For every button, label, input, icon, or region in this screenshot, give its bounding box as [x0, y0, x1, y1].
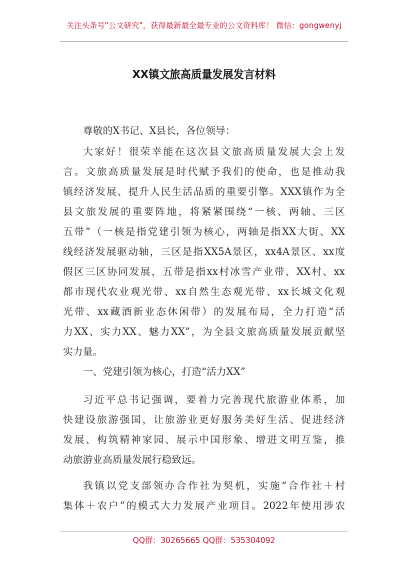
salutation-line: 尊敬的X书记、X县长，各位领导： [83, 126, 236, 137]
body-line: 集体＋农户”的模式大力发展产业项目。2022年使用涉农 [63, 501, 345, 512]
body-line: 言。文旅高质量发展是时代赋予我们的使命，也是推动我 [63, 167, 345, 178]
body-line: 镇经济发展、提升人民生活品质的重要引擎。XXX镇作为全 [63, 187, 345, 198]
header-divider [60, 41, 348, 42]
body-line: 实力量。 [63, 347, 103, 358]
page-header: 关注头条号"公文研究"，获得最新最全最专业的公文资料库！ 微信：gongwenyj [66, 21, 342, 30]
body-line: 习近平总书记强调，要着力完善现代旅游业体系，加 [83, 395, 345, 406]
document-title: XX镇文旅高质量发展发言材料 [132, 69, 276, 81]
body-line: 快建设旅游强国，让旅游业更好服务美好生活、促进经济 [63, 415, 345, 426]
footer-divider [60, 531, 348, 532]
body-line: 都市现代农业观光带、xx自然生态观光带、xx长城文化观 [63, 287, 345, 298]
body-line: 大家好！很荣幸能在这次县文旅高质量发展大会上发 [83, 147, 345, 158]
page-footer: QQ群：30265665 QQ群：535304092 [132, 536, 276, 545]
body-line: 县文旅发展的重要阵地，将紧紧围绕“一核、两轴、三区 [63, 207, 345, 218]
body-line: 力XX、实力XX、魅力XX”，为全县文旅高质量发展贡献坚 [63, 327, 345, 338]
body-line: 动旅游业高质量发展行稳致远。 [63, 455, 202, 466]
body-line: 假区三区协同发展，五带是指xx村冰雪产业带、XX村、xx [63, 267, 345, 278]
body-line: 线经济发展驱动轴，三区是指XX5A景区，xx4A景区、xx度 [63, 247, 345, 258]
body-line: 五带”（一核是指党建引领为核心，两轴是指XX大街、XX [63, 227, 345, 238]
body-line: 发展、构筑精神家园、展示中国形象、增进文明互鉴，推 [63, 435, 345, 446]
body-line: 我镇以党支部领办合作社为契机，实施“合作社＋村 [83, 481, 345, 492]
body-line: 光带、xx藏酒新业态休闲带）的发展布局，全力打造“活 [63, 307, 345, 318]
section-heading: 一、党建引领为核心，打造“活力XX” [83, 367, 246, 378]
